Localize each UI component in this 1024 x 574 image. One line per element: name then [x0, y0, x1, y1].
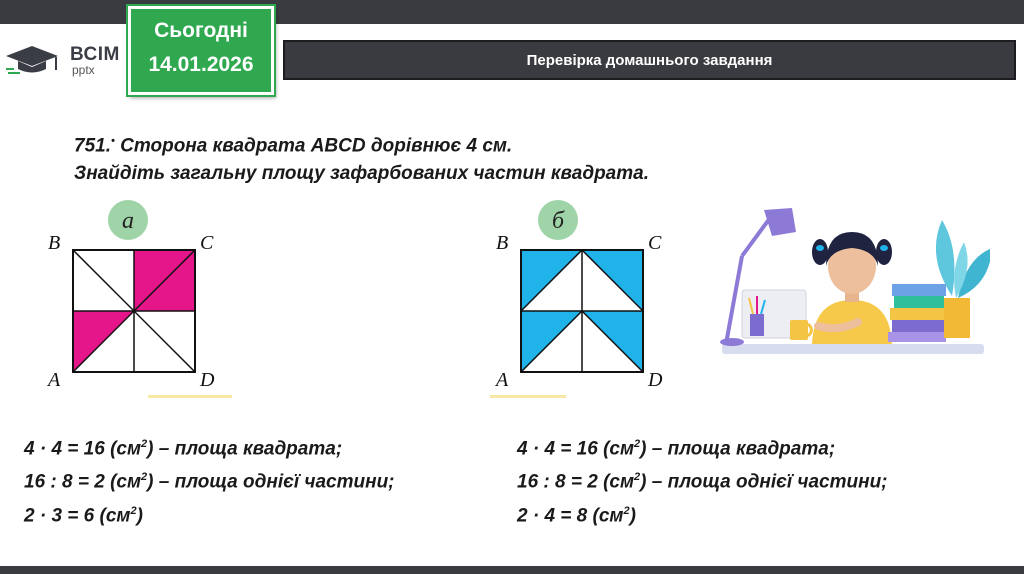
lamp-icon — [726, 256, 742, 344]
solution-b-exp-2: 2 — [634, 471, 641, 484]
plant-icon — [936, 220, 990, 338]
figure-a-label: а — [122, 208, 134, 234]
figure-a-vertex-c: C — [200, 232, 214, 254]
solution-b-line-1-post: ) – площа квадрата; — [640, 438, 836, 460]
solution-b-line-1 — [517, 430, 888, 463]
task-line-2: Знайдіть загальну площу зафарбованих частин квадрата. — [74, 163, 649, 185]
slide-title: Перевірка домашнього завдання — [526, 51, 773, 69]
task-line-1 — [74, 127, 774, 160]
bottom-bar — [0, 566, 1024, 574]
solution-a-line-3-post: ) — [136, 504, 143, 526]
task-text — [74, 127, 774, 188]
figure-b-underline — [490, 395, 566, 398]
solution-a-exp-2: 2 — [141, 471, 148, 484]
task-number: 751. — [74, 135, 111, 157]
logo-subtext: pptx — [72, 63, 95, 77]
graduation-cap-icon — [6, 42, 68, 78]
books-icon — [888, 284, 948, 342]
solution-b-exp-1: 2 — [634, 438, 641, 450]
figure-b-vertex-d: D — [648, 369, 663, 391]
task-line-1-text: Сторона квадрата ABCD дорівнює 4 см. — [120, 135, 513, 157]
task-dot: • — [110, 135, 115, 147]
solution-a-line-1 — [24, 430, 395, 463]
solution-b-line-2 — [517, 463, 888, 496]
figure-a-vertex-d: D — [200, 369, 215, 391]
vsim-logo — [6, 42, 126, 78]
solution-b-exp-3: 2 — [623, 504, 630, 517]
figure-b-label: б — [551, 208, 565, 234]
solution-b-line-1-pre: 4 · 4 = 16 (см — [517, 438, 635, 460]
solution-a-line-3-pre: 2 · 3 = 6 (см — [24, 504, 131, 526]
figure-a-underline — [148, 395, 232, 398]
solution-b-line-2-pre: 16 : 8 = 2 (см — [517, 471, 635, 493]
solution-b-line-3-pre: 2 · 4 = 8 (см — [517, 504, 624, 526]
solution-a-line-3 — [24, 497, 395, 530]
solution-a-line-2-post: ) – площа однієї частини; — [147, 471, 395, 493]
solution-a-line-2-pre: 16 : 8 = 2 (см — [24, 471, 142, 493]
student-illustration — [712, 186, 990, 361]
solution-b — [517, 430, 888, 530]
mug-icon — [790, 320, 808, 340]
date-badge — [128, 6, 274, 95]
girl-icon — [812, 232, 892, 344]
solution-a-exp-1: 2 — [141, 438, 148, 450]
figure-b — [490, 198, 690, 403]
date-label: Сьогодні — [154, 19, 248, 42]
logo-text: ВСІМ — [70, 44, 120, 65]
solution-b-line-2-post: ) – площа однієї частини; — [640, 471, 888, 493]
solution-a-line-1-post: ) – площа квадрата; — [147, 438, 343, 460]
date-value: 14.01.2026 — [148, 53, 254, 76]
figure-a-vertex-a: A — [48, 369, 61, 391]
desk — [722, 344, 984, 354]
figure-b-vertex-c: C — [648, 232, 662, 254]
figure-b-vertex-a: A — [496, 369, 509, 391]
slide-title-bar — [283, 40, 1016, 80]
solution-a — [24, 430, 395, 530]
figure-b-vertex-b: B — [496, 232, 509, 254]
solution-b-line-3 — [517, 497, 888, 530]
figure-a-vertex-b: B — [48, 232, 61, 254]
figure-a — [40, 198, 240, 403]
solution-a-exp-3: 2 — [130, 504, 137, 517]
solution-a-line-2 — [24, 463, 395, 496]
solution-b-line-3-post: ) — [629, 504, 636, 526]
solution-a-line-1-pre: 4 · 4 = 16 (см — [24, 438, 142, 460]
pencil-cup-icon — [750, 314, 764, 336]
